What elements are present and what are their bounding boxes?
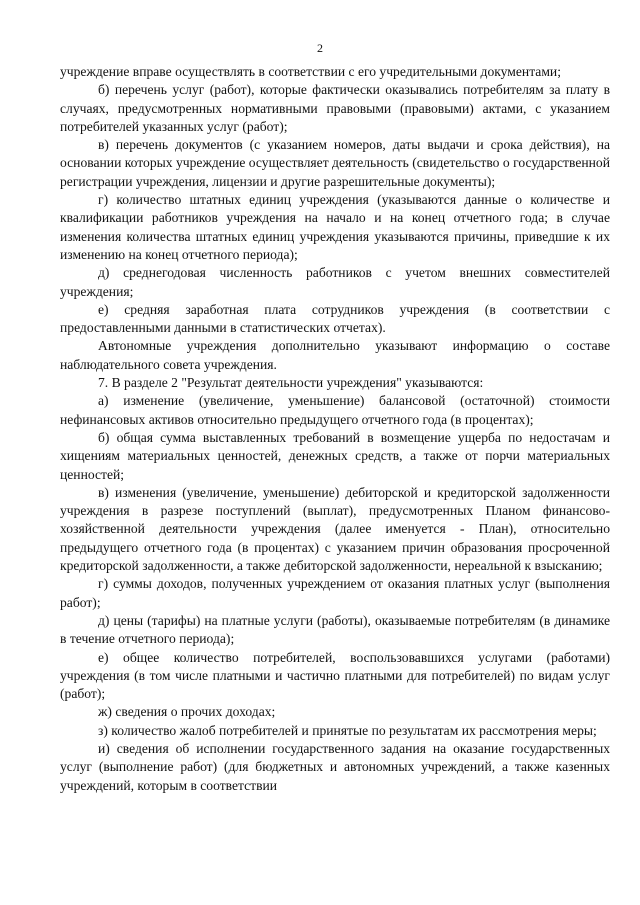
paragraph-7-item-b: б) общая сумма выставленных требований в возмещение ущерба по недостачам и хищениям материальных ценностей, денежных средств, а также от порчи материальных ценностей; xyxy=(60,429,610,482)
paragraph-7-item-zh: ж) сведения о прочих доходах; xyxy=(98,704,276,720)
paragraph-7-item-z: з) количество жалоб потребителей и принятые по результатам их рассмотрения меры; xyxy=(98,722,597,738)
paragraph-7-item-g: г) суммы доходов, полученных учреждением от оказания платных услуг (выполнения работ); xyxy=(60,576,610,610)
paragraph-7-item-e: е) общее количество потребителей, воспользовавшихся услугами (работами) учреждения (в том числе платными и частично платными для потребителей) по видам услуг (работ); xyxy=(60,649,610,702)
paragraph-7-item-d: д) цены (тарифы) на платные услуги (работы), оказываемые потребителям (в динамике в течение отчетного периода); xyxy=(60,612,610,647)
document-body xyxy=(60,63,610,795)
paragraph-item-d: д) среднегодовая численность работников с учетом внешних совместителей учреждения; xyxy=(60,265,610,299)
paragraph-item-v: в) перечень документов (с указанием номеров, даты выдачи и срока действия), на основании которых учреждение осуществляет деятельность (свидетельство о государственной регистрации учреждения, лицензии и другие разрешительные документы); xyxy=(60,137,610,189)
paragraph-autonomous-note: Автономные учреждения дополнительно указывают информацию о составе наблюдательного совета учреждения. xyxy=(60,338,610,372)
paragraph-7-item-v: в) изменения (увеличение, уменьшение) дебиторской и кредиторской задолженности учреждения в разрезе поступлений (выплат), предусмотренных Планом финансово-хозяйственной деятельности учреждения (далее именуется - План), относительно предыдущего отчетного года (в процентах) с указанием причин образования просроченной кредиторской задолженности, а также дебиторской задолженности, нереальной к взысканию; xyxy=(60,484,610,574)
paragraph-continuation: учреждение вправе осуществлять в соответствии с его учредительными документами; xyxy=(60,64,561,79)
paragraph-7-item-a: а) изменение (увеличение, уменьшение) балансовой (остаточной) стоимости нефинансовых активов относительно предыдущего отчетного года (в процентах); xyxy=(60,393,610,427)
paragraph-item-b: б) перечень услуг (работ), которые фактически оказывались потребителям за плату в случаях, предусмотренных нормативными правовыми (правовыми) актами, с указанием потребителей указанных услуг (работ); xyxy=(60,82,610,134)
paragraph-section-7-heading: 7. В разделе 2 "Результат деятельности учреждения" указываются: xyxy=(98,375,484,391)
paragraph-item-e: е) средняя заработная плата сотрудников учреждения (в соответствии с предоставленными данными в статистических отчетах). xyxy=(60,301,610,336)
paragraph-7-item-i: и) сведения об исполнении государственного задания на оказание государственных услуг (выполнение работ) (для бюджетных и автономных учреждений, а также казенных учреждений, которым в соответствии xyxy=(60,740,610,793)
page-number: 2 xyxy=(317,41,323,55)
paragraph-item-g: г) количество штатных единиц учреждения (указываются данные о количестве и квалификации работников учреждения на начало и на конец отчетного года; в случае изменения количества штатных единиц учреждения указываются причины, приведшие к их изменению на конец отчетного периода); xyxy=(60,192,610,262)
